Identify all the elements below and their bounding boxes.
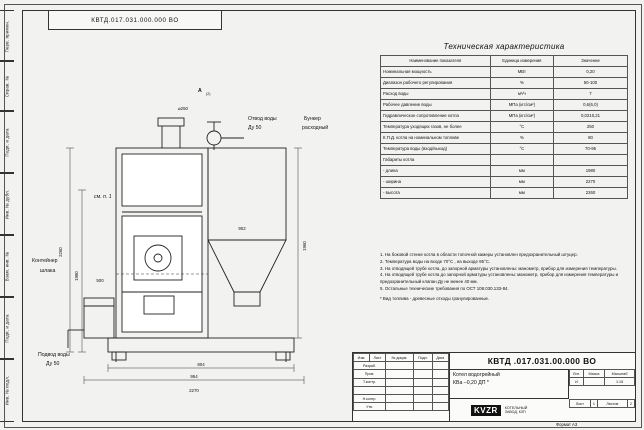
table-row: Т.контр. — [354, 378, 449, 386]
strip-cell-0: Перв. примен. — [0, 10, 14, 62]
strip-cell-1: Справ. № — [0, 60, 14, 112]
table-row: Разраб. — [354, 362, 449, 370]
product-name: Котел водогрейный КВа –0,20 ДП * — [449, 369, 569, 399]
strip-cell-3: Инв. № дубл. — [0, 172, 14, 236]
note-item: 2. Температура воды на входе 70°С , на выходе 95°С. — [380, 258, 491, 264]
table-row — [354, 386, 449, 394]
dim-954: 954 — [190, 374, 198, 379]
note-item: 1. На боковой стенке котла в области топочной камеры установлен предохранительный штуцер. — [380, 252, 578, 257]
table-row: - ширина мм 2270 — [381, 177, 628, 188]
note-item: 4. На отводящей трубе котла до запорной арматуры установлены: манометр, прибор для измерения температуры и предохранительный клапан Ду не менее 40 мм. — [380, 272, 619, 285]
table-row: Пров. — [354, 370, 449, 378]
table-row: Изм. Лист № докум. Подп. Дата — [354, 354, 449, 362]
strip-cell-4: Взам. инв. № — [0, 234, 14, 298]
title-block-revisions — [353, 353, 450, 421]
dim-804: 804 — [197, 362, 205, 367]
technical-characteristics — [380, 42, 628, 199]
table-row: К.П.Д. котла на номинальном топливе % 80 — [381, 133, 628, 144]
manufacturer-logo — [449, 399, 569, 421]
top-code-text: КВТД.017.031.000.000 ВО — [91, 16, 179, 24]
label-container: Контейнер — [32, 258, 58, 264]
revision-table — [353, 353, 449, 411]
strip-cell-2: Подп. и дата — [0, 110, 14, 174]
table-row: И 1:15 — [570, 378, 635, 386]
label-container-2: шлака — [40, 268, 56, 274]
dim-500: 500 — [96, 278, 104, 283]
table-row: Утв. — [354, 403, 449, 411]
table-row — [570, 386, 635, 394]
dim-1980: 1980 — [74, 271, 79, 281]
title-block — [352, 352, 636, 422]
table-row: Габариты котла — [381, 155, 628, 166]
table-row: Лист 1 Листов 2 — [570, 400, 635, 408]
strip-cell-5: Подп. и дата — [0, 296, 14, 360]
label-water-outlet-dn: Ду 50 — [248, 125, 262, 131]
label-water-inlet-dn: Ду 50 — [46, 361, 60, 367]
table-row: - высота мм 2260 — [381, 188, 628, 199]
table-row: Температура уходящих газов, не более °С 250 — [381, 122, 628, 133]
status-cells — [569, 369, 635, 400]
table-row: - длина мм 1980 — [381, 166, 628, 177]
drawing-code: КВТД .017.031.00.000 ВО — [449, 353, 635, 370]
table-row: Лит. Масса Масштаб — [570, 370, 635, 378]
label-view-a: А — [198, 88, 202, 94]
label-bunker: Бункер — [304, 116, 321, 122]
table-row: Н.контр. — [354, 394, 449, 402]
note-item: 3. На отводящей трубе котла, до запорной арматуры установлены: манометр, прибор для измерения температуры. — [380, 265, 617, 271]
note-item: 5. Остальные технические требования по ОСТ 108.030.133-84. — [380, 286, 509, 292]
label-water-inlet: Подвод воды — [38, 352, 70, 358]
note-fuel: * Вид топлива - древесные отходы гранулированные. — [380, 295, 490, 301]
table-row: Рабочее давление воды МПа (кгс/см²) 0,6(6,0) — [381, 100, 628, 111]
tech-title: Техническая характеристика — [443, 42, 565, 51]
kvzr-logo-mark: KVZR — [471, 405, 501, 416]
boiler-drawing-svg — [48, 30, 348, 393]
table-row: Температура воды (вход/выход) °С 70-95 — [381, 144, 628, 155]
label-diameter-250: ⌀250 — [178, 106, 188, 111]
format-note: Формат A3 — [556, 422, 578, 427]
sheet-count — [569, 399, 635, 421]
dim-2260: 2260 — [58, 247, 63, 257]
label-see-note-1: см. п. 1 — [94, 194, 112, 200]
dim-902: 902 — [238, 226, 246, 231]
table-row: Гидравлическое сопротивление котла МПа (кгс/см²) 0,0210,21 — [381, 111, 628, 122]
technical-notes — [380, 252, 630, 303]
dim-2270: 2270 — [189, 388, 199, 393]
tech-header-row: Наименование показателя Единица измерения Значение — [381, 56, 628, 67]
table-row: Диапазон рабочего регулирования % 50-100 — [381, 78, 628, 89]
table-row: Номинальная мощность МВт 0,20 — [381, 67, 628, 78]
strip-cell-6: Инв. № подл. — [0, 358, 14, 422]
main-drawing-area — [32, 30, 348, 393]
kvzr-logo-text: КОТЕЛЬНЫЙ ЗАВОД, КЗП — [504, 405, 528, 414]
label-water-outlet: Отвод воды — [248, 116, 277, 122]
label-bunker-2: расходный — [302, 125, 329, 131]
title-block-main — [449, 353, 635, 421]
dim-1960: 1960 — [302, 241, 307, 251]
table-row: Расход воды м³/ч 7 — [381, 89, 628, 100]
label-view-a-sub: (2) — [206, 92, 211, 96]
tech-table — [380, 55, 628, 199]
top-code-box — [48, 10, 222, 30]
